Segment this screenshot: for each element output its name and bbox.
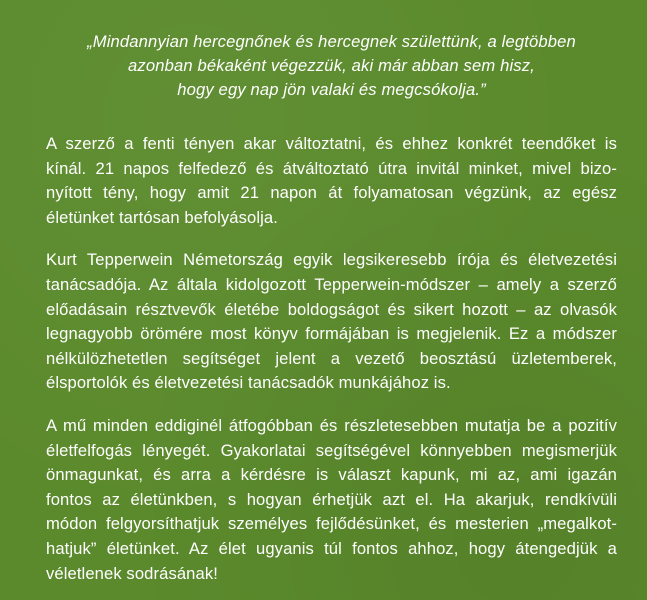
text-line: A szerző a fenti tényen akar változtatni, és ehhez konkrét teendőket is [46, 134, 617, 153]
text-line: tanácsadója. Az általa kidolgozott Tepperwein-módszer – amely a szerző [46, 274, 617, 294]
text-line: legnagyobb örömére most könyv formájában is megjelenik. Ez a módszer [46, 324, 617, 344]
text-line: nélkülözhetetlen segítséget jelent a vezető beosztású üzletemberek, [46, 348, 617, 368]
epigraph-quote [46, 30, 617, 102]
text-line: önmagunkat, és arra a kérdésre is választ kapunk, mi az, ami igazán [46, 465, 617, 485]
text-line: életfelfogás lényegét. Gyakorlatai segítségével könnyebben megismerjük [46, 440, 617, 460]
quote-line: hogy egy nap jön valaki és megcsókolja.” [177, 80, 486, 99]
text-line: előadásain résztvevők életébe boldogságot és sikert hozott – az olvasók [46, 299, 617, 319]
quote-line: azonban békaként végezzük, aki már abban sem hisz, [128, 56, 535, 75]
quote-line: „Mindannyian hercegnőnek és hercegnek születtünk, a legtöbben [87, 32, 576, 51]
text-line: életünket tartósan befolyásolja. [46, 207, 278, 227]
text-line: élsportolók és életvezetési tanácsadók munkájához is. [46, 373, 451, 393]
text-line: hatjuk” életünket. Az élet ugyanis túl fontos ahhoz, hogy átengedjük a [46, 538, 617, 558]
text-line: nyított tény, hogy amit 21 napon át folyamatosan végzünk, az egész [46, 183, 617, 203]
text-line: fontos az életünkben, s hogyan érhetjük azt el. Ha akarjuk, rendkívüli [46, 489, 617, 509]
text-line: módon felgyorsíthatjuk személyes fejlődésünket, és mesterien „megalkot- [46, 514, 617, 534]
paragraph-author [46, 248, 617, 396]
text-line: kínál. 21 napos felfedező és átváltoztató útra invitál minket, mivel bizo- [46, 158, 617, 178]
paragraph-work [46, 414, 617, 586]
paragraph-intro [46, 132, 617, 230]
text-line: véletlenek sodrásának! [46, 563, 218, 583]
text-line: Kurt Tepperwein Németország egyik legsikeresebb írója és életvezetési [46, 250, 617, 270]
text-line: A mű minden eddiginél átfogóbban és részletesebben mutatja be a pozitív [46, 415, 617, 435]
